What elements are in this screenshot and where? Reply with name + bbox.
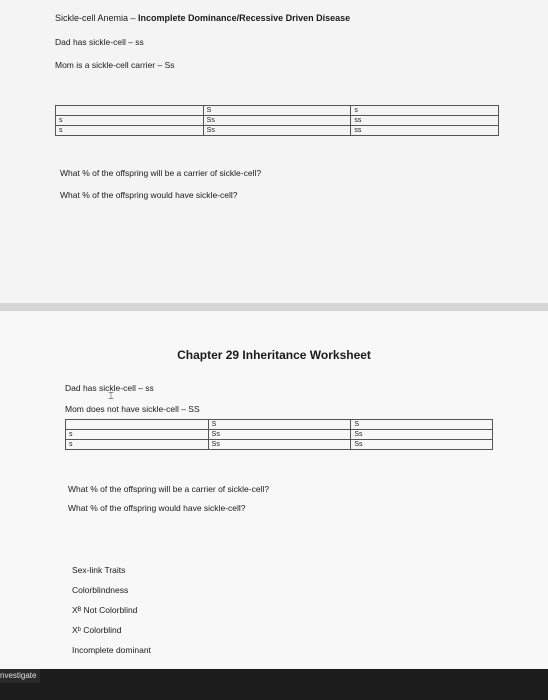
- text-cursor-icon: ⌶: [108, 391, 114, 402]
- table-cell: s: [56, 116, 204, 126]
- table-cell: Ss: [208, 440, 351, 450]
- table-row: [66, 440, 493, 450]
- taskbar: [0, 669, 548, 700]
- question-affected: What % of the offspring would have sickle-cell?: [60, 190, 238, 200]
- chapter-title: Chapter 29 Inheritance Worksheet: [177, 348, 371, 362]
- table-cell: S: [203, 106, 351, 116]
- table-cell: [56, 106, 204, 116]
- table-cell: s: [351, 106, 499, 116]
- table-row: [66, 430, 493, 440]
- page-title: Sickle-cell Anemia – Incomplete Dominance/Recessive Driven Disease: [55, 13, 351, 23]
- table-cell: ss: [351, 116, 499, 126]
- table-cell: s: [66, 430, 209, 440]
- question-carrier: What % of the offspring will be a carrier of sickle-cell?: [68, 484, 270, 494]
- dad-genotype-line: Dad has sickle-cell – ss: [55, 37, 144, 47]
- question-affected: What % of the offspring would have sickle-cell?: [68, 503, 246, 513]
- worksheet-page-2: [0, 311, 548, 669]
- dad-genotype-line: Dad has sickle-cell – ss: [65, 383, 154, 393]
- page-divider: [0, 303, 548, 311]
- table-row: [56, 116, 499, 126]
- notes-item: Colorblindness: [72, 585, 129, 595]
- table-cell: Ss: [203, 126, 351, 136]
- worksheet-page-1: [0, 0, 548, 303]
- table-cell: Ss: [351, 430, 493, 440]
- table-cell: Ss: [351, 440, 493, 450]
- table-cell: Ss: [208, 430, 351, 440]
- mom-genotype-line: Mom is a sickle-cell carrier – Ss: [55, 60, 175, 70]
- table-cell: s: [66, 440, 209, 450]
- notes-item: Xᴮ Not Colorblind: [72, 605, 138, 615]
- table-cell: ss: [351, 126, 499, 136]
- mom-genotype-line: Mom does not have sickle-cell – SS: [65, 404, 200, 414]
- investigate-button[interactable]: nvestigate: [0, 669, 40, 683]
- table-row: [66, 420, 493, 430]
- table-row: [56, 106, 499, 116]
- table-cell: S: [208, 420, 351, 430]
- question-carrier: What % of the offspring will be a carrier of sickle-cell?: [60, 168, 262, 178]
- table-cell: Ss: [203, 116, 351, 126]
- table-cell: s: [56, 126, 204, 136]
- punnett-square-2: [65, 419, 493, 450]
- notes-item: Xᵇ Colorblind: [72, 625, 122, 635]
- notes-item: Incomplete dominant: [72, 645, 151, 655]
- table-cell: S: [351, 420, 493, 430]
- punnett-square-1: [55, 105, 499, 136]
- table-cell: [66, 420, 209, 430]
- table-row: [56, 126, 499, 136]
- notes-item: Sex-link Traits: [72, 565, 126, 575]
